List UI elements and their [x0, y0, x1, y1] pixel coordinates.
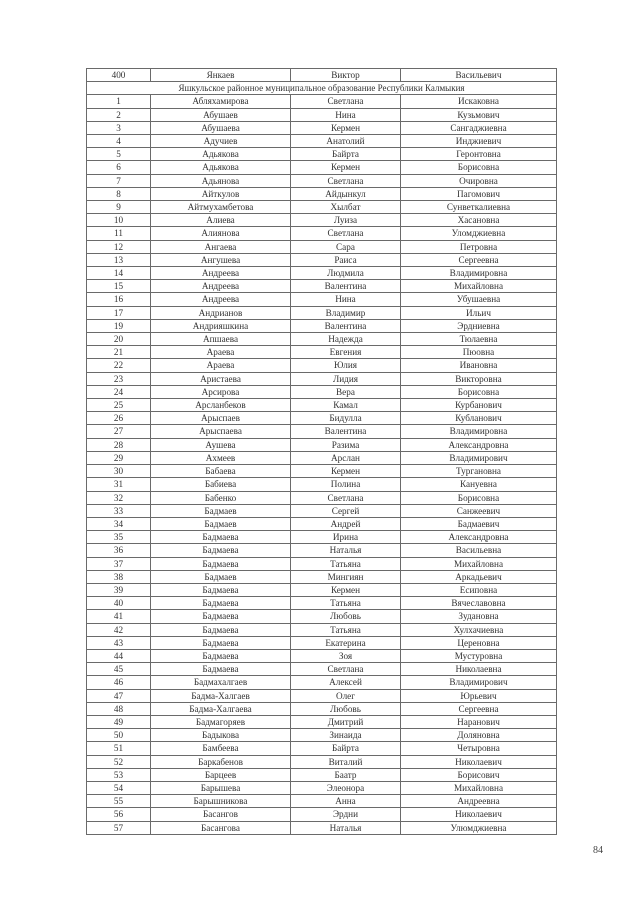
row-number: 29: [87, 451, 151, 464]
first-name: Светлана: [291, 491, 401, 504]
patronymic: Александровна: [401, 438, 557, 451]
first-name: Валентина: [291, 319, 401, 332]
first-name: Баатр: [291, 768, 401, 781]
patronymic: Зудановна: [401, 610, 557, 623]
patronymic: Борисовна: [401, 385, 557, 398]
last-name: Басангов: [151, 808, 291, 821]
last-name: Аушева: [151, 438, 291, 451]
last-name: Бадма-Халгаев: [151, 689, 291, 702]
row-number: 19: [87, 319, 151, 332]
first-name: Валентина: [291, 425, 401, 438]
patronymic: Эрдниевна: [401, 319, 557, 332]
table-row: [87, 412, 557, 425]
table-row: [87, 214, 557, 227]
last-name: Бадмагоряев: [151, 715, 291, 728]
table-row: [87, 240, 557, 253]
first-name: Раиса: [291, 253, 401, 266]
row-number: 5: [87, 148, 151, 161]
last-name: Андрианов: [151, 306, 291, 319]
first-name: Наталья: [291, 821, 401, 834]
page-number: 84: [593, 845, 603, 856]
patronymic: Инджиевич: [401, 135, 557, 148]
table-row: [87, 451, 557, 464]
table-row: [87, 755, 557, 768]
table-row: [87, 399, 557, 412]
patronymic: Борисовна: [401, 491, 557, 504]
table-row: [87, 95, 557, 108]
row-number: 30: [87, 465, 151, 478]
last-name: Ангушева: [151, 253, 291, 266]
row-number: 20: [87, 333, 151, 346]
last-name: Арыспаева: [151, 425, 291, 438]
first-name: Юлия: [291, 359, 401, 372]
patronymic: Михайловна: [401, 781, 557, 794]
last-name: Алиянова: [151, 227, 291, 240]
section-row: [87, 82, 557, 95]
row-number: 48: [87, 702, 151, 715]
patronymic: Михайловна: [401, 280, 557, 293]
patronymic: Ильич: [401, 306, 557, 319]
table-row: [87, 385, 557, 398]
last-name: Абляхамирова: [151, 95, 291, 108]
first-name: Людмила: [291, 267, 401, 280]
row-number: 39: [87, 583, 151, 596]
table-row: [87, 161, 557, 174]
table-row: [87, 333, 557, 346]
first-name: Полина: [291, 478, 401, 491]
first-name: Виктор: [291, 69, 401, 82]
last-name: Араева: [151, 346, 291, 359]
patronymic: Вячеславовна: [401, 597, 557, 610]
patronymic: Санжеевич: [401, 504, 557, 517]
last-name: Бадмаева: [151, 636, 291, 649]
table-row: [87, 808, 557, 821]
row-number: 21: [87, 346, 151, 359]
patronymic: Владимирович: [401, 451, 557, 464]
row-number: 6: [87, 161, 151, 174]
first-name: Зинаида: [291, 729, 401, 742]
row-number: 15: [87, 280, 151, 293]
patronymic: Уломджиевна: [401, 227, 557, 240]
first-name: Светлана: [291, 95, 401, 108]
first-name: Кермен: [291, 583, 401, 596]
table-row: [87, 742, 557, 755]
last-name: Абушаева: [151, 121, 291, 134]
patronymic: Николаевич: [401, 755, 557, 768]
patronymic: Пагомович: [401, 187, 557, 200]
row-number: 32: [87, 491, 151, 504]
row-number: 56: [87, 808, 151, 821]
row-number: 8: [87, 187, 151, 200]
row-number: 45: [87, 663, 151, 676]
table-row: [87, 372, 557, 385]
table-row: [87, 346, 557, 359]
last-name: Бабаева: [151, 465, 291, 478]
patronymic: Михайловна: [401, 557, 557, 570]
last-name: Алиева: [151, 214, 291, 227]
row-number: 28: [87, 438, 151, 451]
row-number: 33: [87, 504, 151, 517]
patronymic: Борисовна: [401, 161, 557, 174]
patronymic: Петровна: [401, 240, 557, 253]
table-row: [87, 465, 557, 478]
table-row: [87, 768, 557, 781]
first-name: Арслан: [291, 451, 401, 464]
first-name: Кермен: [291, 465, 401, 478]
table-row: [87, 623, 557, 636]
table-row: [87, 597, 557, 610]
patronymic: Борисович: [401, 768, 557, 781]
first-name: Евгения: [291, 346, 401, 359]
last-name: Барышникова: [151, 795, 291, 808]
row-number: 41: [87, 610, 151, 623]
table-row: [87, 649, 557, 662]
first-name: Камал: [291, 399, 401, 412]
last-name: Бадмаева: [151, 531, 291, 544]
row-number: 4: [87, 135, 151, 148]
last-name: Адьякова: [151, 161, 291, 174]
table-row: [87, 148, 557, 161]
last-name: Бамбеева: [151, 742, 291, 755]
last-name: Аристаева: [151, 372, 291, 385]
roster-body: [87, 69, 557, 835]
first-name: Эрдни: [291, 808, 401, 821]
row-number: 57: [87, 821, 151, 834]
row-number: 17: [87, 306, 151, 319]
first-name: Ирина: [291, 531, 401, 544]
table-row: [87, 781, 557, 794]
table-row: [87, 557, 557, 570]
row-number: 47: [87, 689, 151, 702]
first-name: Светлана: [291, 174, 401, 187]
row-number: 25: [87, 399, 151, 412]
first-name: Любовь: [291, 610, 401, 623]
first-name: Андрей: [291, 517, 401, 530]
first-name: Байрта: [291, 742, 401, 755]
section-title: Яшкульское районное муниципальное образование Республики Калмыкия: [87, 82, 557, 95]
first-name: Бидулла: [291, 412, 401, 425]
row-number: 11: [87, 227, 151, 240]
last-name: Барцеев: [151, 768, 291, 781]
patronymic: Цереновна: [401, 636, 557, 649]
row-number: 13: [87, 253, 151, 266]
patronymic: Четыровна: [401, 742, 557, 755]
row-number: 49: [87, 715, 151, 728]
first-name: Татьяна: [291, 557, 401, 570]
patronymic: Курбанович: [401, 399, 557, 412]
row-number: 27: [87, 425, 151, 438]
table-row: [87, 795, 557, 808]
row-number: 50: [87, 729, 151, 742]
first-name: Наталья: [291, 544, 401, 557]
row-number: 51: [87, 742, 151, 755]
last-name: Андрияшкина: [151, 319, 291, 332]
patronymic: Андреевна: [401, 795, 557, 808]
first-name: Байрта: [291, 148, 401, 161]
patronymic: Ивановна: [401, 359, 557, 372]
table-row: [87, 201, 557, 214]
row-number: 12: [87, 240, 151, 253]
table-row: [87, 544, 557, 557]
patronymic: Сергеевна: [401, 253, 557, 266]
last-name: Андреева: [151, 267, 291, 280]
row-number: 36: [87, 544, 151, 557]
first-name: Лидия: [291, 372, 401, 385]
row-number: 1: [87, 95, 151, 108]
first-name: Владимир: [291, 306, 401, 319]
row-number: 38: [87, 570, 151, 583]
patronymic: Александровна: [401, 531, 557, 544]
last-name: Бадмаева: [151, 544, 291, 557]
last-name: Адучиев: [151, 135, 291, 148]
first-name: Анатолий: [291, 135, 401, 148]
first-name: Хылбат: [291, 201, 401, 214]
last-name: Бадмаев: [151, 517, 291, 530]
patronymic: Владимировна: [401, 267, 557, 280]
last-name: Бадмаева: [151, 623, 291, 636]
patronymic: Николаевич: [401, 808, 557, 821]
last-name: Андреева: [151, 280, 291, 293]
patronymic: Кубланович: [401, 412, 557, 425]
row-number: 10: [87, 214, 151, 227]
last-name: Адьянова: [151, 174, 291, 187]
table-row: [87, 187, 557, 200]
table-row: [87, 583, 557, 596]
last-name: Араева: [151, 359, 291, 372]
row-number: 23: [87, 372, 151, 385]
row-number: 35: [87, 531, 151, 544]
first-name: Дмитрий: [291, 715, 401, 728]
first-name: Сергей: [291, 504, 401, 517]
patronymic: Юрьевич: [401, 689, 557, 702]
first-name: Айдынкул: [291, 187, 401, 200]
table-row: [87, 702, 557, 715]
row-number: 7: [87, 174, 151, 187]
table-row: [87, 438, 557, 451]
first-name: Виталий: [291, 755, 401, 768]
last-name: Бадыкова: [151, 729, 291, 742]
last-name: Бадмаева: [151, 583, 291, 596]
last-name: Андреева: [151, 293, 291, 306]
last-name: Арсланбеков: [151, 399, 291, 412]
last-name: Бадмаев: [151, 570, 291, 583]
last-name: Апшаева: [151, 333, 291, 346]
patronymic: Сунветкалиевна: [401, 201, 557, 214]
patronymic: Владимирович: [401, 676, 557, 689]
last-name: Арсирова: [151, 385, 291, 398]
first-name: Татьяна: [291, 623, 401, 636]
roster-table: [86, 68, 557, 835]
patronymic: Сергеевна: [401, 702, 557, 715]
patronymic: Улюмджиевна: [401, 821, 557, 834]
first-name: Нина: [291, 293, 401, 306]
patronymic: Искаковна: [401, 95, 557, 108]
patronymic: Убушаевна: [401, 293, 557, 306]
patronymic: Пюовна: [401, 346, 557, 359]
last-name: Бабиева: [151, 478, 291, 491]
row-number: 2: [87, 108, 151, 121]
first-name: Анна: [291, 795, 401, 808]
last-name: Абушаев: [151, 108, 291, 121]
table-row: [87, 425, 557, 438]
row-number: 9: [87, 201, 151, 214]
row-number: 31: [87, 478, 151, 491]
patronymic: Наранович: [401, 715, 557, 728]
row-number: 22: [87, 359, 151, 372]
table-row: [87, 267, 557, 280]
row-number: 55: [87, 795, 151, 808]
table-row: [87, 69, 557, 82]
table-row: [87, 359, 557, 372]
first-name: Сара: [291, 240, 401, 253]
last-name: Бадмахалгаев: [151, 676, 291, 689]
first-name: Разима: [291, 438, 401, 451]
patronymic: Владимировна: [401, 425, 557, 438]
table-row: [87, 306, 557, 319]
table-row: [87, 821, 557, 834]
table-row: [87, 517, 557, 530]
last-name: Адьякова: [151, 148, 291, 161]
first-name: Мингиян: [291, 570, 401, 583]
table-row: [87, 715, 557, 728]
table-row: [87, 689, 557, 702]
last-name: Барышева: [151, 781, 291, 794]
row-number: 54: [87, 781, 151, 794]
last-name: Ахмеев: [151, 451, 291, 464]
last-name: Бадма-Халгаева: [151, 702, 291, 715]
patronymic: Тюлаевна: [401, 333, 557, 346]
first-name: Алексей: [291, 676, 401, 689]
row-number: 44: [87, 649, 151, 662]
first-name: Вера: [291, 385, 401, 398]
row-number: 46: [87, 676, 151, 689]
row-number: 53: [87, 768, 151, 781]
first-name: Светлана: [291, 227, 401, 240]
table-row: [87, 253, 557, 266]
first-name: Светлана: [291, 663, 401, 676]
table-row: [87, 121, 557, 134]
patronymic: Очировна: [401, 174, 557, 187]
row-number: 34: [87, 517, 151, 530]
first-name: Нина: [291, 108, 401, 121]
table-row: [87, 174, 557, 187]
table-row: [87, 478, 557, 491]
last-name: Басангова: [151, 821, 291, 834]
table-row: [87, 280, 557, 293]
table-row: [87, 227, 557, 240]
table-row: [87, 729, 557, 742]
first-name: Екатерина: [291, 636, 401, 649]
last-name: Янкаев: [151, 69, 291, 82]
table-row: [87, 504, 557, 517]
patronymic: Аркадьевич: [401, 570, 557, 583]
table-row: [87, 570, 557, 583]
patronymic: Васильевич: [401, 69, 557, 82]
table-row: [87, 491, 557, 504]
patronymic: Викторовна: [401, 372, 557, 385]
last-name: Бадмаева: [151, 597, 291, 610]
first-name: Элеонора: [291, 781, 401, 794]
patronymic: Доляновна: [401, 729, 557, 742]
row-number: 42: [87, 623, 151, 636]
last-name: Баркабенов: [151, 755, 291, 768]
first-name: Татьяна: [291, 597, 401, 610]
row-number: 37: [87, 557, 151, 570]
first-name: Любовь: [291, 702, 401, 715]
patronymic: Геронтовна: [401, 148, 557, 161]
patronymic: Кануевна: [401, 478, 557, 491]
table-row: [87, 319, 557, 332]
row-number: 52: [87, 755, 151, 768]
patronymic: Васильевна: [401, 544, 557, 557]
last-name: Ангаева: [151, 240, 291, 253]
table-row: [87, 108, 557, 121]
table-row: [87, 676, 557, 689]
patronymic: Хулхачиевна: [401, 623, 557, 636]
last-name: Бадмаев: [151, 504, 291, 517]
first-name: Луиза: [291, 214, 401, 227]
row-number: 26: [87, 412, 151, 425]
row-number: 16: [87, 293, 151, 306]
row-number: 24: [87, 385, 151, 398]
first-name: Кермен: [291, 161, 401, 174]
first-name: Зоя: [291, 649, 401, 662]
table-row: [87, 663, 557, 676]
row-number: 14: [87, 267, 151, 280]
table-row: [87, 531, 557, 544]
last-name: Бабенко: [151, 491, 291, 504]
patronymic: Николаевна: [401, 663, 557, 676]
table-row: [87, 636, 557, 649]
last-name: Бадмаева: [151, 663, 291, 676]
patronymic: Кузьмович: [401, 108, 557, 121]
last-name: Бадмаева: [151, 557, 291, 570]
last-name: Айткулов: [151, 187, 291, 200]
first-name: Валентина: [291, 280, 401, 293]
first-name: Кермен: [291, 121, 401, 134]
table-row: [87, 610, 557, 623]
patronymic: Хасановна: [401, 214, 557, 227]
table-row: [87, 293, 557, 306]
last-name: Бадмаева: [151, 649, 291, 662]
last-name: Арыспаев: [151, 412, 291, 425]
patronymic: Бадмаевич: [401, 517, 557, 530]
last-name: Бадмаева: [151, 610, 291, 623]
row-number: 3: [87, 121, 151, 134]
patronymic: Тургановна: [401, 465, 557, 478]
first-name: Надежда: [291, 333, 401, 346]
last-name: Айтмухамбетова: [151, 201, 291, 214]
patronymic: Мустуровна: [401, 649, 557, 662]
row-number: 400: [87, 69, 151, 82]
patronymic: Есиповна: [401, 583, 557, 596]
row-number: 43: [87, 636, 151, 649]
patronymic: Сангаджиевна: [401, 121, 557, 134]
row-number: 40: [87, 597, 151, 610]
first-name: Олег: [291, 689, 401, 702]
table-row: [87, 135, 557, 148]
